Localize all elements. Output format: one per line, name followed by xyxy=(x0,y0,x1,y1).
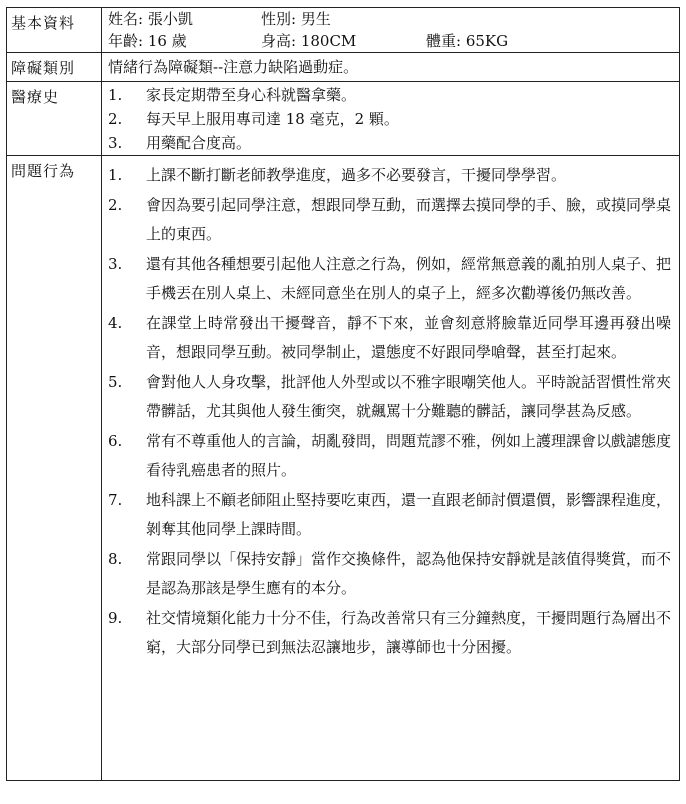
basic-info-cell xyxy=(102,8,680,53)
item-text: 家長定期帶至身心科就醫拿藥。 xyxy=(146,86,357,104)
label-medical-history: 醫療史 xyxy=(7,82,102,156)
list-item xyxy=(102,191,679,249)
list-item xyxy=(102,309,679,367)
medical-history-cell xyxy=(102,82,680,156)
list-item xyxy=(102,545,679,603)
item-number: 8. xyxy=(108,550,123,568)
item-text: 常跟同學以「保持安靜」當作交換條件，認為他保持安靜就是該值得獎賞，而不是認為那該是學生應有的本分。 xyxy=(146,550,672,597)
item-text: 在課堂上時常發出干擾聲音，靜不下來，並會刻意將臉靠近同學耳邊再發出噪音，想跟同學互動。被同學制止，還態度不好跟同學嗆聲，甚至打起來。 xyxy=(146,314,671,361)
list-item xyxy=(102,368,679,426)
item-text: 社交情境類化能力十分不佳，行為改善常只有三分鐘熱度，干擾問題行為層出不窮，大部分同學已到無法忍讓地步，讓導師也十分困擾。 xyxy=(146,609,672,656)
label-basic-info: 基本資料 xyxy=(7,8,102,53)
item-text: 常有不尊重他人的言論，胡亂發問，問題荒謬不雅，例如上護理課會以戲謔態度看待乳癌患者的照片。 xyxy=(146,432,672,479)
basic-line-1 xyxy=(102,8,679,30)
item-number: 5. xyxy=(108,373,123,391)
item-number: 9. xyxy=(108,609,123,627)
list-item xyxy=(102,161,679,190)
row-medical-history xyxy=(7,82,680,156)
list-item xyxy=(102,427,679,485)
item-number: 1. xyxy=(108,166,123,184)
item-number: 2. xyxy=(108,196,123,214)
label-problem-behavior: 問題行為 xyxy=(7,156,102,781)
list-item xyxy=(102,486,679,544)
student-age: 年齡: 16 歲 xyxy=(108,32,187,50)
item-number: 2. xyxy=(108,110,123,128)
item-number: 4. xyxy=(108,314,123,332)
row-basic-info xyxy=(7,8,680,53)
behavior-list xyxy=(102,156,679,662)
row-disability xyxy=(7,53,680,82)
medical-list xyxy=(102,82,679,155)
student-weight: 體重: 65KG xyxy=(426,32,509,50)
item-text: 會對他人人身攻擊，批評他人外型或以不雅字眼嘲笑他人。平時說話習慣性常夾帶髒話，尤其與他人發生衝突，就飆罵十分難聽的髒話，讓同學甚為反感。 xyxy=(146,373,672,420)
basic-line-2 xyxy=(102,30,679,52)
student-profile-document xyxy=(6,7,680,797)
label-disability: 障礙類別 xyxy=(7,53,102,82)
list-item xyxy=(102,83,679,107)
list-item xyxy=(102,604,679,662)
item-number: 7. xyxy=(108,491,123,509)
item-text: 還有其他各種想要引起他人注意之行為，例如，經常無意義的亂拍別人桌子、把手機丟在別人桌上、未經同意坐在別人的桌子上，經多次勸導後仍無改善。 xyxy=(146,255,672,302)
student-height: 身高: 180CM xyxy=(261,32,357,50)
item-text: 每天早上服用專司達 18 毫克，2 顆。 xyxy=(146,110,399,128)
problem-behavior-cell xyxy=(102,156,680,781)
profile-table xyxy=(6,7,680,781)
item-number: 6. xyxy=(108,432,123,450)
item-text: 用藥配合度高。 xyxy=(146,134,252,152)
item-number: 1. xyxy=(108,86,123,104)
student-gender: 性別: 男生 xyxy=(261,10,331,28)
item-text: 會因為要引起同學注意，想跟同學互動，而選擇去摸同學的手、臉，或摸同學桌上的東西。 xyxy=(146,196,672,243)
list-item xyxy=(102,250,679,308)
student-name: 姓名: 張小凱 xyxy=(108,10,193,28)
item-number: 3. xyxy=(108,255,123,273)
list-item xyxy=(102,107,679,131)
item-text: 上課不斷打斷老師教學進度，過多不必要發言，干擾同學學習。 xyxy=(146,166,567,184)
row-problem-behavior xyxy=(7,156,680,781)
item-number: 3. xyxy=(108,134,123,152)
list-item xyxy=(102,131,679,155)
disability-value: 情緒行為障礙類--注意力缺陷過動症。 xyxy=(102,53,680,82)
item-text: 地科課上不顧老師阻止堅持要吃東西，還一直跟老師討價還價，影響課程進度，剝奪其他同學上課時間。 xyxy=(146,491,672,538)
